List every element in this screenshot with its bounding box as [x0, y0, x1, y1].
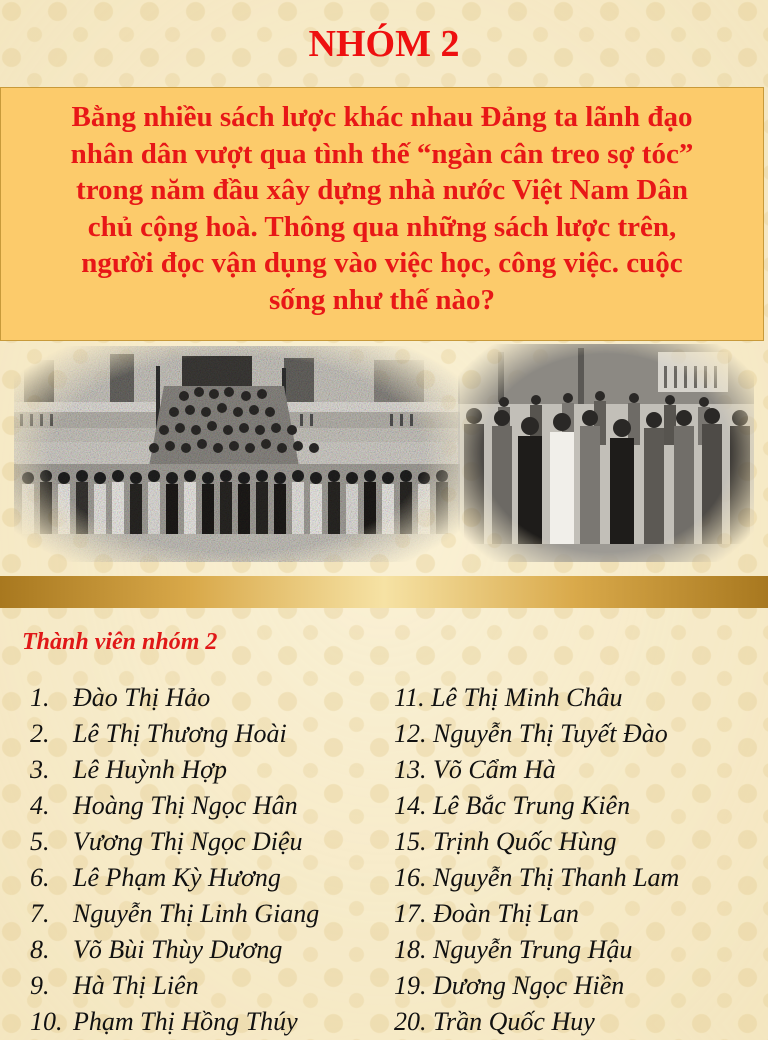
- list-item: [394, 824, 679, 860]
- question-line: chủ cộng hoà. Thông qua những sách lược trên,: [87, 210, 677, 243]
- member-name: Trịnh Quốc Hùng: [433, 827, 617, 856]
- list-item: [394, 716, 679, 752]
- member-name: Hoàng Thị Ngọc Hân: [73, 791, 298, 820]
- list-item: [30, 1004, 319, 1040]
- member-name: Phạm Thị Hồng Thúy: [73, 1007, 298, 1036]
- member-name: Lê Phạm Kỳ Hương: [73, 863, 281, 892]
- member-name: Đào Thị Hảo: [73, 683, 211, 712]
- slide-title: NHÓM 2: [308, 23, 460, 65]
- list-item: [394, 680, 679, 716]
- member-name: Vương Thị Ngọc Diệu: [73, 827, 303, 856]
- list-item: [30, 788, 319, 824]
- question-box: [0, 87, 764, 341]
- member-number: 3.: [30, 755, 50, 784]
- historical-group-photo-left: [14, 346, 460, 562]
- member-name: Hà Thị Liên: [73, 971, 199, 1000]
- member-number: 17.: [394, 899, 427, 928]
- list-item: [30, 932, 319, 968]
- member-number: 9.: [30, 971, 50, 1000]
- member-number: 18.: [394, 935, 427, 964]
- member-name: Dương Ngọc Hiền: [433, 971, 625, 1000]
- member-name: Lê Huỳnh Hợp: [73, 755, 227, 784]
- member-name: Lê Thị Minh Châu: [431, 683, 623, 712]
- member-number: 16.: [394, 863, 427, 892]
- member-name: Võ Cẩm Hà: [433, 755, 556, 784]
- list-item: [30, 896, 319, 932]
- list-item: [30, 716, 319, 752]
- members-list-right: [394, 680, 679, 1040]
- member-number: 14.: [394, 791, 427, 820]
- list-item: [394, 1004, 679, 1040]
- list-item: [30, 968, 319, 1004]
- question-line: Bằng nhiều sách lược khác nhau Đảng ta lãnh đạo: [71, 101, 693, 133]
- list-item: [394, 932, 679, 968]
- member-name: Võ Bùi Thùy Dương: [73, 935, 283, 964]
- member-number: 12.: [394, 719, 427, 748]
- question-line: nhân dân vượt qua tình thế “ngàn cân treo sợ tóc”: [70, 137, 694, 170]
- member-number: 5.: [30, 827, 50, 856]
- list-item: [394, 968, 679, 1004]
- member-number: 11.: [394, 683, 425, 712]
- member-number: 19.: [394, 971, 427, 1000]
- members-list-left: [30, 680, 319, 1040]
- member-number: 1.: [30, 683, 50, 712]
- member-number: 7.: [30, 899, 50, 928]
- member-number: 6.: [30, 863, 50, 892]
- list-item: [394, 752, 679, 788]
- historical-group-photo-right: [458, 344, 754, 562]
- list-item: [30, 860, 319, 896]
- list-item: [30, 680, 319, 716]
- question-line: người đọc vận dụng vào việc học, công việc. cuộc: [81, 247, 683, 279]
- member-name: Lê Bắc Trung Kiên: [433, 791, 631, 820]
- member-number: 2.: [30, 719, 50, 748]
- member-number: 13.: [394, 755, 427, 784]
- question-line: sống như thế nào?: [268, 283, 496, 316]
- list-item: [30, 752, 319, 788]
- list-item: [394, 896, 679, 932]
- list-item: [30, 824, 319, 860]
- member-name: Nguyễn Trung Hậu: [433, 935, 633, 964]
- member-number: 8.: [30, 935, 50, 964]
- members-heading: Thành viên nhóm 2: [22, 629, 218, 655]
- decorative-gold-band: [0, 576, 768, 608]
- member-name: Lê Thị Thương Hoài: [73, 719, 287, 748]
- member-name: Nguyễn Thị Linh Giang: [73, 899, 320, 928]
- question-line: trong năm đầu xây dựng nhà nước Việt Nam Dân: [76, 174, 688, 206]
- member-number: 20.: [394, 1007, 427, 1036]
- member-name: Đoàn Thị Lan: [433, 899, 579, 928]
- member-name: Trần Quốc Huy: [433, 1007, 595, 1036]
- member-name: Nguyễn Thị Tuyết Đào: [433, 719, 668, 748]
- member-name: Nguyễn Thị Thanh Lam: [433, 863, 680, 892]
- member-number: 4.: [30, 791, 50, 820]
- list-item: [394, 788, 679, 824]
- list-item: [394, 860, 679, 896]
- member-number: 15.: [394, 827, 427, 856]
- member-number: 10.: [30, 1007, 63, 1036]
